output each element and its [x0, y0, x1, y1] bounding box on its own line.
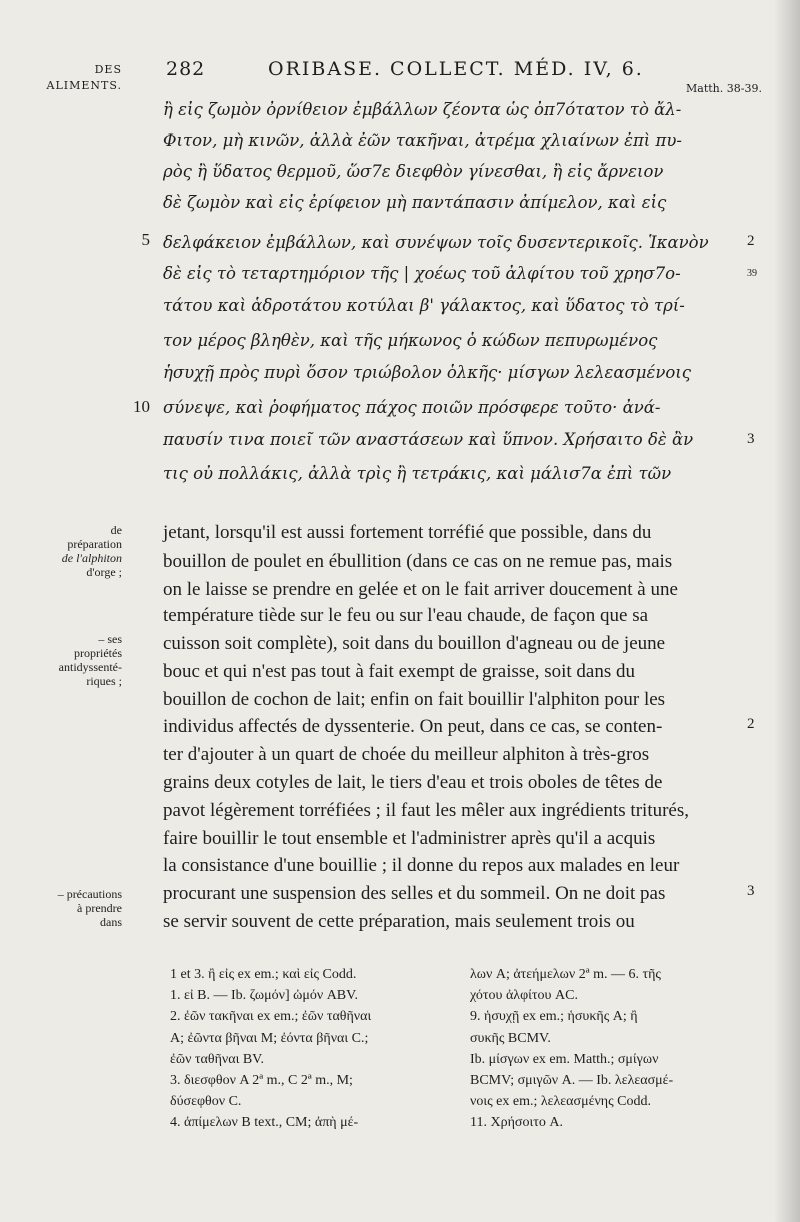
footnote-line: χότου ἀλφίτου AC.	[470, 988, 578, 1004]
french-line: la consistance d'une bouillie ; il donne du repos aux malades en leur	[163, 855, 680, 876]
section-number: 2	[747, 716, 755, 732]
margin-note-line: d'orge ;	[86, 565, 122, 579]
footnote-line: ἐῶν ταθῆναι BV.	[170, 1051, 264, 1067]
greek-line: τις οὐ πολλάκις, ἀλλὰ τρὶς ἢ τετράκις, καὶ μάλισ7α ἐπὶ τῶν	[163, 464, 672, 483]
french-line: jetant, lorsqu'il est aussi fortement torréfié que possible, dans du	[163, 522, 652, 543]
french-line: grains deux cotyles de lait, le tiers d'eau et trois oboles de têtes de	[163, 772, 663, 793]
greek-line: ἡσυχῇ πρὸς πυρὶ ὅσον τριώβολον ὁλκῆς· μίσγων λελεασμένοις	[163, 363, 692, 382]
greek-line: ρὸς ἢ ὕδατος θερμοῦ, ὥσ7ε διεφθὸν γίνεσθαι, ἢ εἰς ἄρνειον	[163, 162, 664, 181]
margin-note-line: – ses	[98, 632, 122, 646]
footnote-line: 1 et 3. ἢ εἰς ex em.; καὶ εἰς Codd.	[170, 967, 357, 982]
line-number: 10	[133, 397, 150, 416]
footnote-line: 9. ἡσυχῇ ex em.; ἡσυκῆς A; ἢ	[470, 1009, 638, 1025]
page-number: 282	[166, 58, 206, 80]
greek-line: δὲ ζωμὸν καὶ εἰς ἐρίφειον μὴ παντάπασιν ἀπίμελον, καὶ εἰς	[163, 193, 667, 212]
footnotes-left-column	[170, 964, 450, 1134]
greek-line: ἢ εἰς ζωμὸν ὀρνίθειον ἐμβάλλων ζέοντα ὡς ὀπ7ότατον τὸ ἄλ-	[163, 100, 682, 119]
margin-note-line: préparation	[67, 537, 122, 551]
french-line: bouillon de poulet en ébullition (dans ce cas on ne remue pas, mais	[163, 551, 673, 572]
french-line: ter d'ajouter à un quart de choée du meilleur alphiton à très-gros	[163, 744, 650, 765]
french-line: pavot légèrement torréfiées ; il faut les mêler aux ingrédients triturés,	[163, 800, 689, 821]
section-number: 3	[747, 883, 755, 899]
page-edge-shadow	[774, 0, 800, 1222]
side-heading-line: DES	[94, 63, 122, 76]
greek-line: τάτου καὶ ἁδροτάτου κοτύλαι β' γάλακτος, καὶ ὕδατος τὸ τρί-	[163, 296, 685, 315]
greek-line: δὲ εἰς τὸ τεταρτημόριον τῆς | χοέως τοῦ ἀλφίτου τοῦ χρησ7ο-	[163, 264, 681, 283]
margin-note	[22, 632, 122, 688]
margin-note-line: de	[110, 523, 122, 537]
margin-note	[22, 523, 122, 579]
side-heading-line: ALIMENTS.	[46, 79, 122, 92]
french-line: on le laisse se prendre en gelée et on le fait arriver doucement à une	[163, 579, 678, 600]
margin-note	[22, 887, 122, 929]
margin-note-line: de l'alphiton	[61, 551, 122, 565]
footnote-line: λων A; ἀτεήμελων 2ª m. — 6. τῆς	[470, 967, 661, 982]
greek-line: τον μέρος βληθὲν, καὶ τῆς μήκωνος ὁ κώδων πεπυρωμένος	[163, 331, 658, 350]
footnote-line: BCMV; σμιγῶν A. — Ib. λελεασμέ-	[470, 1073, 674, 1089]
greek-line: Φιτον, μὴ κινῶν, ἀλλὰ ἐῶν τακῆναι, ἀτρέμα χλιαίνων ἐπὶ πυ-	[163, 131, 682, 150]
french-line: faire bouillir le tout ensemble et l'administrer après qu'il a acquis	[163, 828, 656, 849]
greek-line: δελφάκειον ἐμβάλλων, καὶ συνέψων τοῖς δυσεντερικοῖς. Ἱκανὸν	[163, 233, 709, 252]
footnote-line: 2. ἐῶν τακῆναι ex em.; ἐῶν ταθῆναι	[170, 1009, 372, 1025]
margin-note-line: riques ;	[86, 674, 122, 688]
french-line: individus affectés de dyssenterie. On peut, dans ce cas, se conten-	[163, 716, 663, 737]
running-title: ORIBASE. COLLECT. MÉD. IV, 6.	[268, 58, 644, 80]
section-number: 3	[747, 431, 755, 447]
greek-line: σύνεψε, καὶ ῥοφήματος πάχος ποιῶν πρόσφερε τοῦτο· ἀνά-	[163, 398, 661, 417]
line-number: 5	[141, 230, 150, 249]
footnote-line: 3. διεσφθον A 2ª m., C 2ª m., M;	[170, 1073, 353, 1089]
section-number: 2	[747, 233, 755, 249]
french-line: se servir souvent de cette préparation, mais seulement trois ou	[163, 911, 635, 932]
margin-note-line: antidyssenté-	[58, 660, 122, 674]
margin-note-line: à prendre	[77, 901, 122, 915]
french-line: température tiède sur le feu ou sur l'eau chaude, de façon que sa	[163, 605, 649, 626]
footnote-line: A; ἐῶντα βῆναι M; ἐόντα βῆναι C.;	[170, 1030, 369, 1046]
margin-note-line: propriétés	[74, 646, 122, 660]
margin-note-line: dans	[100, 915, 122, 929]
french-line: bouillon de cochon de lait; enfin on fait bouillir l'alphiton pour les	[163, 689, 666, 710]
margin-note-line: – précautions	[57, 887, 122, 901]
matthaei-page-number: 39	[747, 268, 757, 279]
footnote-line: Ib. μίσγων ex em. Matth.; σμίγων	[470, 1051, 659, 1067]
footnote-line: 11. Χρήσοιτο A.	[470, 1115, 563, 1131]
footnote-line: δύσεφθον C.	[170, 1094, 242, 1110]
footnote-line: 1. εἰ B. — Ib. ζωμόν] ὠμόν ABV.	[170, 988, 358, 1004]
greek-line: παυσίν τινα ποιεῖ τῶν αναστάσεων καὶ ὕπνον. Χρήσαιτο δὲ ἂν	[163, 430, 694, 449]
french-line: cuisson soit complète), soit dans du bouillon d'agneau ou de jeune	[163, 633, 666, 654]
footnotes-right-column	[470, 964, 740, 1134]
side-heading	[0, 62, 122, 94]
french-line: procurant une suspension des selles et du sommeil. On ne doit pas	[163, 883, 666, 904]
footnote-line: συκῆς BCMV.	[470, 1030, 551, 1046]
footnote-line: 4. ἀπίμελων B text., CM; ἀπὴ μέ-	[170, 1115, 359, 1131]
footnote-line: νοις ex em.; λελεασμένης Codd.	[470, 1094, 651, 1110]
french-line: bouc et qui n'est pas tout à fait exempt de graisse, soit dans du	[163, 661, 635, 682]
matthaei-reference: Matth. 38-39.	[686, 82, 762, 95]
